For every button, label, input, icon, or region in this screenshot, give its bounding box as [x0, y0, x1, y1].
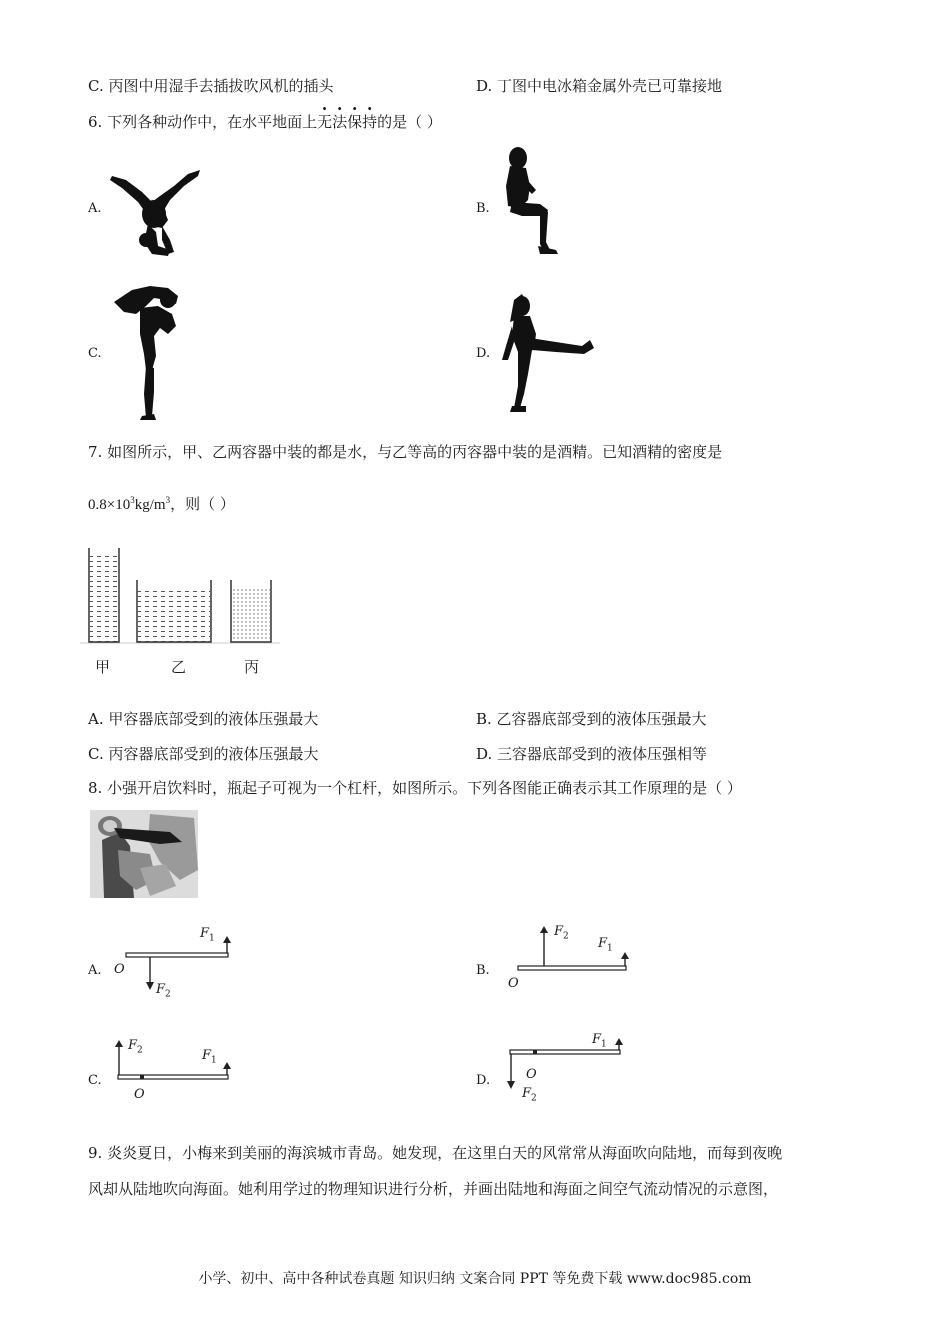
force-arrow-f1 — [621, 952, 629, 966]
force-arrow-f2 — [507, 1054, 515, 1089]
label-f2-b: $F_2$ — [554, 924, 569, 942]
label-o-a: O — [114, 962, 125, 977]
density-exponent: 3 — [130, 495, 135, 505]
q7-stem: 7. 如图所示，甲、乙两容器中装的都是水，与乙等高的丙容器中装的是酒精。已知酒精的密度是 — [88, 443, 723, 461]
density-base: 0.8×10 — [88, 497, 131, 513]
force-arrow-f2 — [540, 926, 548, 966]
q8-option-b-label: B. — [476, 963, 490, 978]
kick-silhouette — [496, 294, 596, 414]
q9-line-1: 9. 炎炎夏日，小梅来到美丽的海滨城市青岛。她发现，在这里白天的风常常从海面吹向陆地，而每到夜晚 — [88, 1144, 783, 1162]
label-f2-a: $F_2$ — [156, 982, 171, 1000]
container-label-yi: 乙 — [171, 658, 187, 676]
label-f2-d: $F_2$ — [522, 1086, 537, 1104]
bottle-opener-photo — [90, 810, 198, 898]
q6-stem — [88, 112, 442, 132]
lever-diagram-a — [108, 924, 238, 1000]
lever-bar — [518, 966, 626, 970]
force-arrow-f1 — [223, 1062, 231, 1075]
q7-option-c: C. 丙容器底部受到的液体压强最大 — [88, 745, 319, 763]
label-f1-b: $F_1$ — [598, 936, 613, 954]
q6-emph-char: 无 — [317, 113, 333, 131]
q7-stem-after: ，则（ ） — [170, 495, 235, 513]
q6-stem-after: 的是（ ） — [377, 113, 442, 131]
density-unit: kg/m — [134, 497, 166, 513]
fulcrum-mark — [533, 1050, 537, 1054]
leg-hold-silhouette — [110, 282, 186, 420]
q7-option-d: D. 三容器底部受到的液体压强相等 — [476, 745, 708, 763]
q5-option-d: D. 丁图中电冰箱金属外壳已可靠接地 — [476, 77, 723, 95]
q7-option-b: B. 乙容器底部受到的液体压强最大 — [476, 710, 707, 728]
q6-option-c-label: C. — [88, 346, 102, 361]
lever-bar — [126, 953, 228, 957]
label-f1-c: $F_1$ — [202, 1048, 217, 1066]
q6-emph-char: 法 — [332, 113, 348, 131]
force-arrow-f1 — [615, 1038, 623, 1050]
force-arrow-f1 — [223, 936, 231, 953]
q8-option-c-label: C. — [88, 1073, 102, 1088]
q8-option-a-label: A. — [88, 963, 102, 978]
label-o-b: O — [508, 976, 519, 991]
force-arrow-f2 — [115, 1040, 123, 1075]
q7-density-formula — [88, 493, 235, 514]
page-footer: 小学、初中、高中各种试卷真题 知识归纳 文案合同 PPT 等免费下载 www.doc985.com — [198, 1271, 752, 1287]
force-arrow-f2 — [146, 957, 154, 990]
label-f1-a: $F_1$ — [200, 926, 215, 944]
lever-bar — [118, 1075, 228, 1079]
container-bing-liquid — [232, 588, 270, 642]
container-yi-liquid — [138, 588, 210, 642]
label-f1-d: $F_1$ — [592, 1032, 607, 1050]
label-o-d: O — [526, 1067, 537, 1082]
container-jia-liquid — [90, 556, 118, 642]
label-f2-c: $F_2$ — [128, 1038, 143, 1056]
q6-option-d-label: D. — [476, 346, 491, 361]
q8-option-d-label: D. — [476, 1073, 491, 1088]
q8-stem: 8. 小强开启饮料时，瓶起子可视为一个杠杆，如图所示。下列各图能正确表示其工作原理的是（ ） — [88, 779, 742, 797]
lever-diagram-b — [510, 922, 640, 978]
q6-emph-char: 持 — [362, 113, 378, 131]
three-containers-figure — [80, 544, 280, 650]
handstand-silhouette — [108, 166, 204, 258]
q6-stem-before: 6. 下列各种动作中，在水平地面上 — [88, 113, 318, 131]
container-label-bing: 丙 — [244, 658, 260, 676]
q6-option-b-label: B. — [476, 201, 490, 216]
label-o-c: O — [134, 1087, 145, 1102]
q5-option-c: C. 丙图中用湿手去插拔吹风机的插头 — [88, 77, 334, 95]
seated-silhouette — [500, 146, 564, 258]
q7-option-a: A. 甲容器底部受到的液体压强最大 — [88, 710, 319, 728]
lever-diagram-d — [500, 1032, 630, 1102]
container-label-jia: 甲 — [95, 658, 111, 676]
q6-emph-char: 保 — [347, 113, 363, 131]
density-unit-exponent: 3 — [165, 495, 171, 505]
q9-line-2: 风却从陆地吹向海面。她利用学过的物理知识进行分析，并画出陆地和海面之间空气流动情况的示意图， — [88, 1180, 779, 1198]
fulcrum-mark — [140, 1075, 144, 1079]
q6-option-a-label: A. — [88, 201, 102, 216]
